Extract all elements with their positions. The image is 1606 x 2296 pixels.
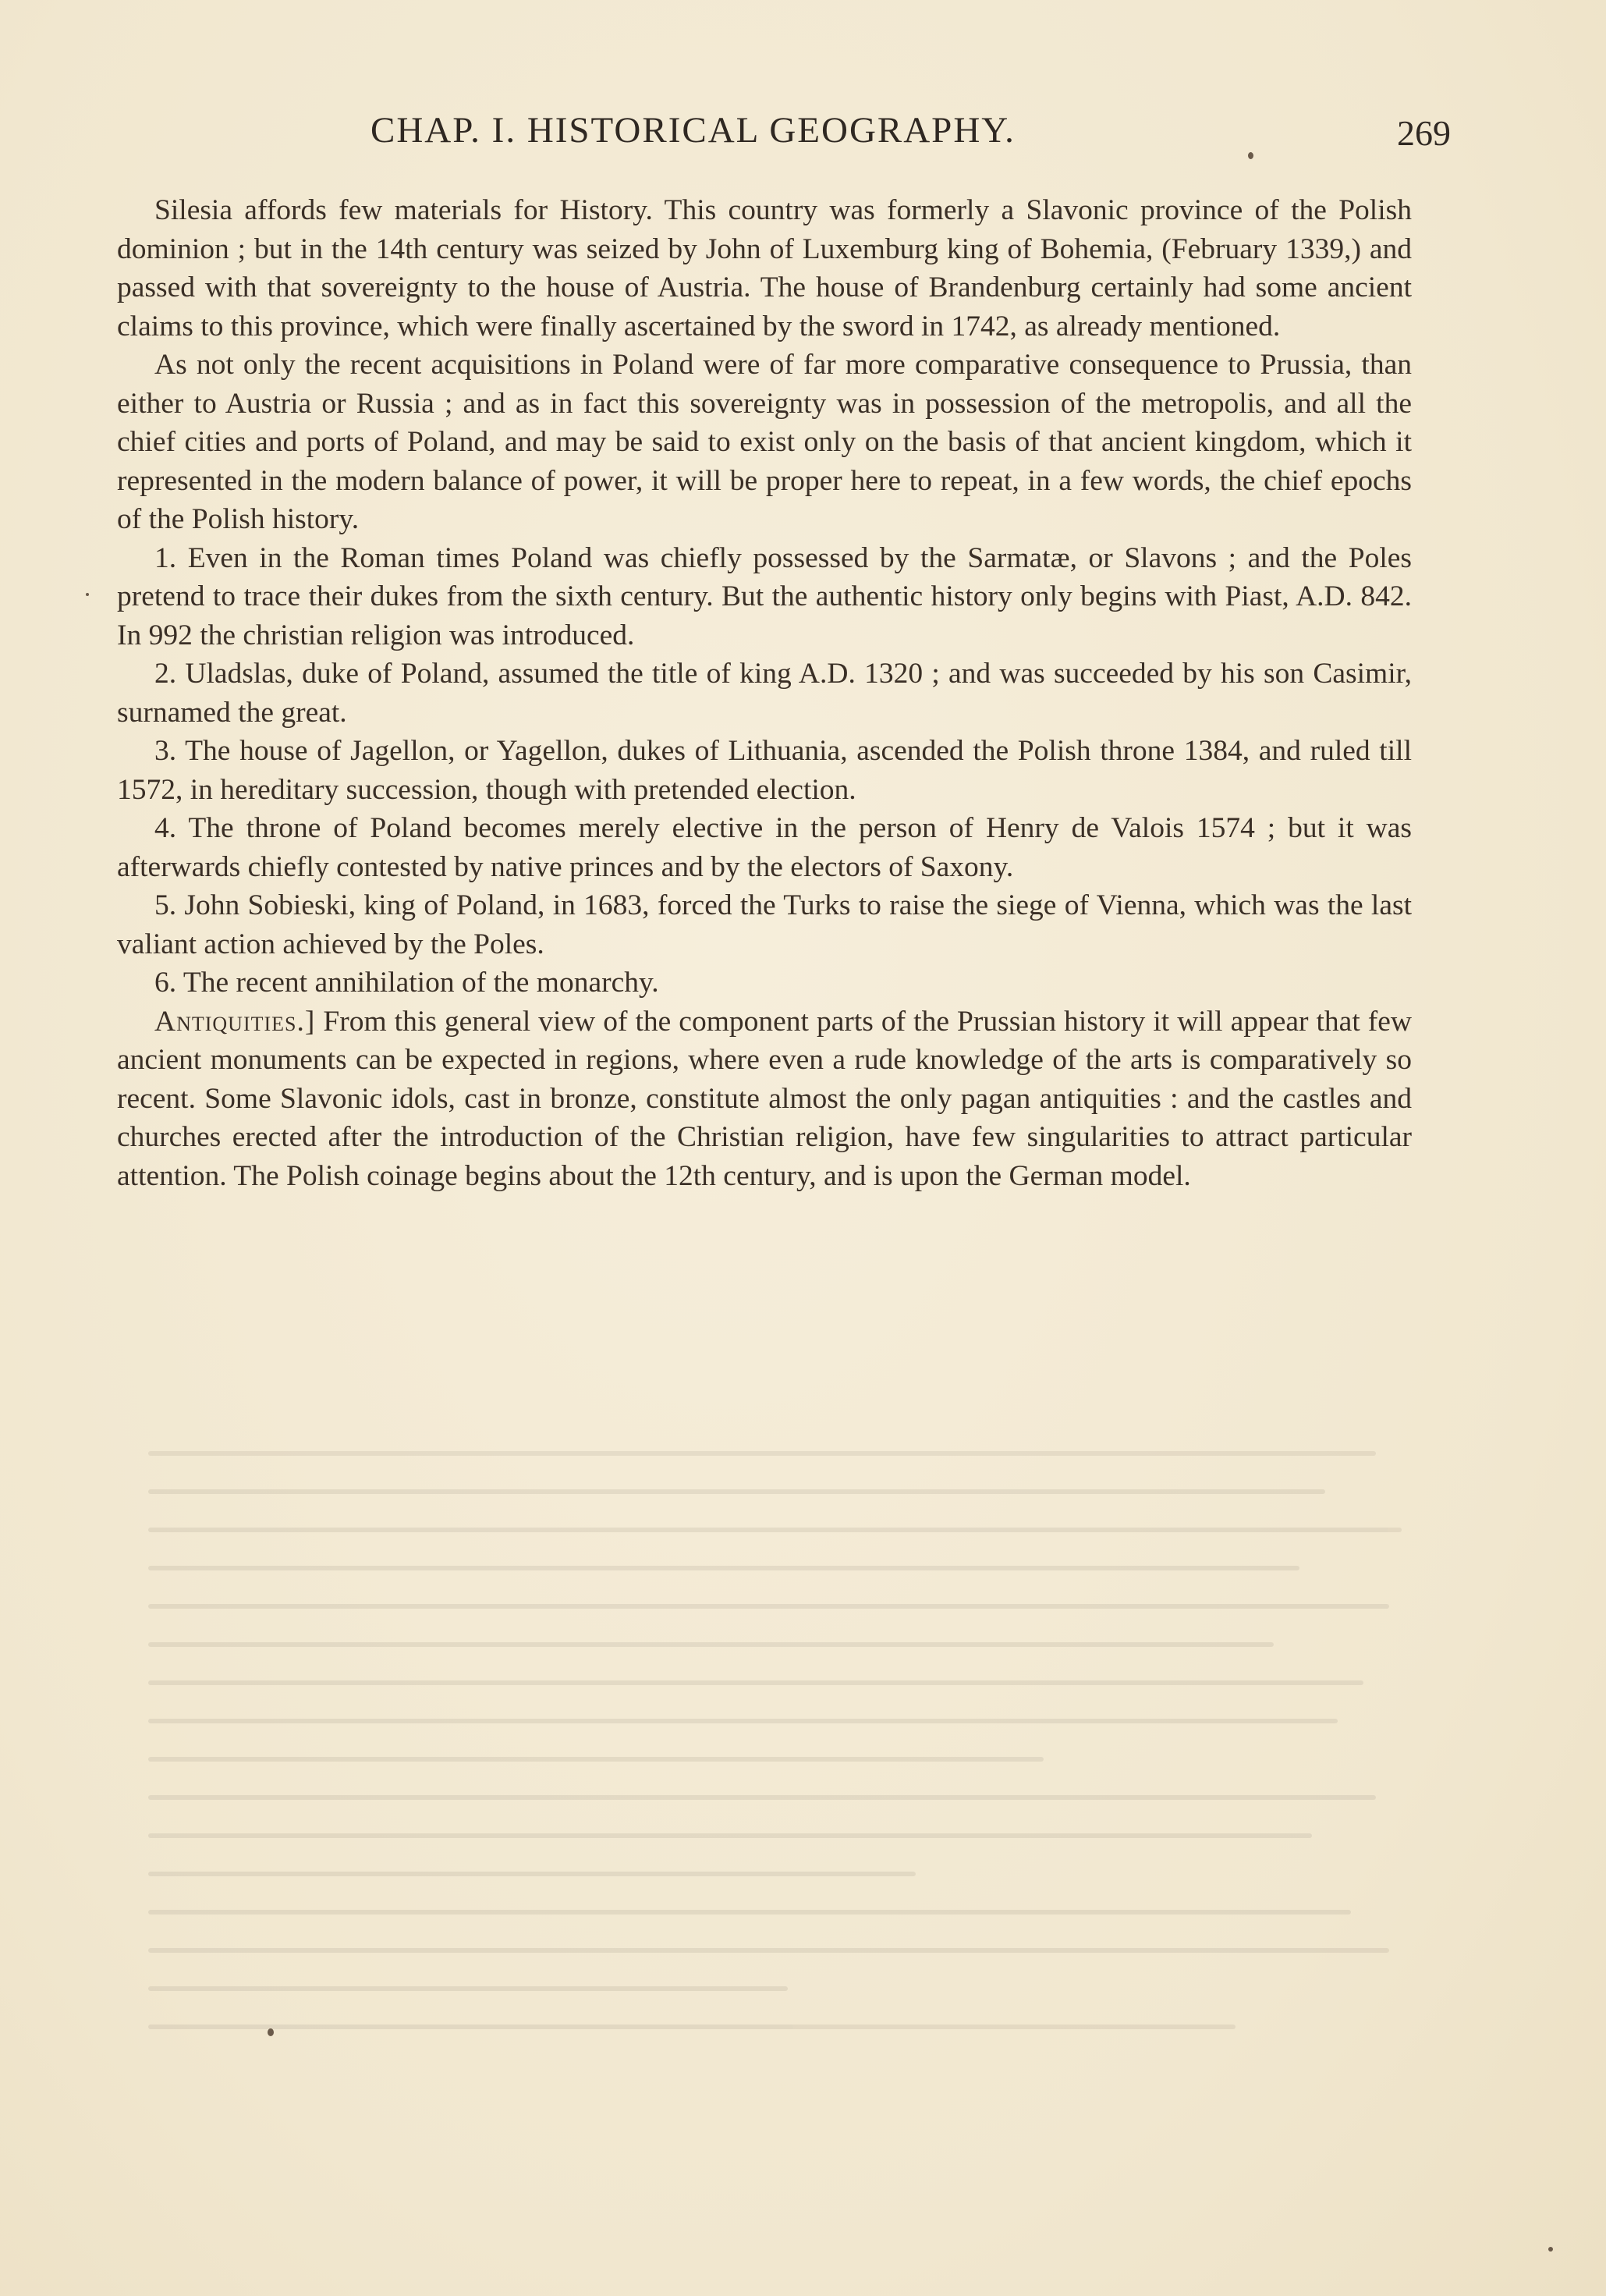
epoch-item-6: 6. The recent annihilation of the monarchy. [154,967,659,999]
show-through-text [148,1451,1427,2091]
antiquities-text: From this general view of the component parts of the Prussian history it will appear that few ancient monuments can be expected in regions, where even a rude knowledge of the arts is comparatively so recent. Some Slavonic idols, cast in bronze, constitute almost the only pagan antiquities : and the castles and churches erected after the introduction of the Christian religion, have few singularities to attract particular attention. The Polish coinage begins about the 12th century, and is upon the German model. [117,1005,1412,1192]
antiquities-heading: Antiquities.] [154,1005,316,1038]
epoch-item-3: 3. The house of Jagellon, or Yagellon, dukes of Lithuania, ascended the Polish throne 1384, and ruled till 1572, in hereditary succession, though with pretended election. [117,735,1412,806]
paper-speck [86,593,89,596]
paragraph-poland-intro: As not only the recent acquisitions in Poland were of far more comparative consequence to Prussia, than either to Austria or Russia ; and as in fact this sovereignty was in possession of the metropolis, and all the chief cities and ports of Poland, and may be said to exist only on the basis of that ancient kingdom, which it represented in the modern balance of power, it will be proper here to repeat, in a few words, the chief epochs of the Polish history. [117,349,1412,535]
paper-speck [1548,2247,1553,2252]
epoch-item-1: 1. Even in the Roman times Poland was chiefly possessed by the Sarmatæ, or Slavons ; and the Poles pretend to trace their dukes from the sixth century. But the authentic history only begins with Piast, A.D. 842. In 992 the christian religion was introduced. [117,541,1412,651]
page-number: 269 [1397,113,1451,153]
running-head: CHAP. I. HISTORICAL GEOGRAPHY. [370,110,1016,151]
epoch-item-2: 2. Uladslas, duke of Poland, assumed the title of king A.D. 1320 ; and was succeeded by his son Casimir, surnamed the great. [117,658,1412,729]
paper-speck [268,2028,274,2036]
paper-speck [1248,152,1253,159]
paragraph-silesia: Silesia affords few materials for History. This country was formerly a Slavonic province of the Polish dominion ; but in the 14th century was seized by John of Luxemburg king of Bohemia, (February 1339,) and passed with that sovereignty to the house of Austria. The house of Brandenburg certainly had some ancient claims to this province, which were finally ascertained by the sword in 1742, as already mentioned. [117,194,1412,342]
epoch-item-4: 4. The throne of Poland becomes merely elective in the person of Henry de Valois 1574 ; but it was afterwards chiefly contested by native princes and by the electors of Saxony. [117,812,1412,883]
epoch-item-5: 5. John Sobieski, king of Poland, in 1683, forced the Turks to raise the siege of Vienna, which was the last valiant action achieved by the Poles. [117,889,1412,960]
body-text [117,191,1412,1195]
paragraph-antiquities [117,1003,1412,1196]
page-header [117,109,1451,164]
